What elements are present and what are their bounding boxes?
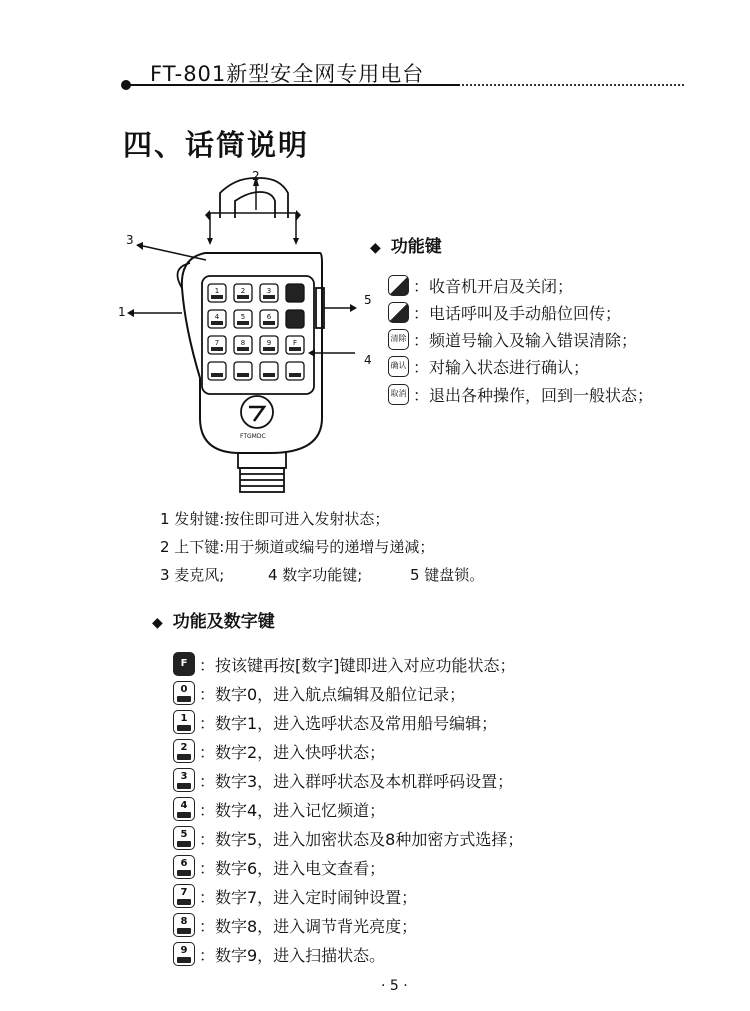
function-key-row <box>388 326 637 352</box>
keypad-key-sublabel <box>289 373 301 377</box>
number-key-icon <box>173 768 195 792</box>
number-key-sublabel <box>177 957 191 963</box>
number-key-row <box>173 853 385 881</box>
keypad-key <box>234 362 252 380</box>
number-key-row <box>173 766 513 794</box>
number-key-sublabel <box>177 754 191 760</box>
number-key-row <box>173 882 417 910</box>
function-key-description: ：退出各种操作，回到一般状态； <box>413 385 654 405</box>
number-key-icon <box>173 913 195 937</box>
function-key-icon: 确认 <box>388 356 409 377</box>
number-keys-title: ◆ 功能及数字键 <box>152 612 275 632</box>
function-key-description: ：频道号输入及输入错误清除； <box>413 330 638 350</box>
function-key-description: ：电话呼叫及手动船位回传； <box>413 303 622 323</box>
keypad-key-sublabel <box>263 295 275 299</box>
callout-2: 2 <box>252 169 260 183</box>
number-key-description: ：数字3，进入群呼状态及本机群呼码设置； <box>199 771 514 791</box>
page-number: · 5 · <box>381 978 408 994</box>
number-key-digit: 4 <box>180 799 188 811</box>
number-key-row <box>173 795 385 823</box>
number-key-digit: 9 <box>180 944 188 956</box>
number-key-sublabel <box>177 841 191 847</box>
number-key-icon <box>173 826 195 850</box>
microphone-diagram <box>110 168 380 498</box>
diamond-bullet-icon: ◆ <box>370 240 381 256</box>
number-key-icon <box>173 884 195 908</box>
number-key-sublabel <box>177 812 191 818</box>
number-key-icon <box>173 855 195 879</box>
keypad-key-sublabel <box>211 373 223 377</box>
number-key-digit: F <box>180 658 188 669</box>
number-key-row <box>173 650 516 678</box>
number-key-digit: 8 <box>180 915 188 927</box>
number-key-icon <box>173 797 195 821</box>
diamond-bullet-icon: ◆ <box>152 615 163 631</box>
number-key-row <box>173 708 497 736</box>
callout-5: 5 <box>364 293 372 307</box>
number-key-description: ：数字1，进入选呼状态及常用船号编辑； <box>199 713 498 733</box>
keypad-key-sublabel <box>237 295 249 299</box>
number-key-digit: 2 <box>180 741 188 753</box>
number-key-description: ：数字2，进入快呼状态； <box>199 742 386 762</box>
keypad-key-sublabel <box>211 295 223 299</box>
number-key-row <box>173 940 385 968</box>
keypad-key-sublabel <box>263 321 275 325</box>
keypad-key-label: 8 <box>240 339 246 347</box>
number-key-digit: 5 <box>180 828 188 840</box>
number-key-description: ：数字9，进入扫描状态。 <box>199 945 386 965</box>
keypad-key <box>286 310 304 328</box>
number-key-icon <box>173 710 195 734</box>
number-key-sublabel <box>177 899 191 905</box>
legend-line-1: 1 发射键:按住即可进入发射状态； <box>160 510 390 528</box>
function-key-icon: 清除 <box>388 329 409 350</box>
keypad-key-sublabel <box>211 347 223 351</box>
keypad-key-label: 3 <box>266 287 272 295</box>
function-key-row <box>388 381 653 407</box>
number-key-digit: 6 <box>180 857 188 869</box>
number-key-row <box>173 737 385 765</box>
keypad-key-label: 4 <box>214 313 220 321</box>
section-title: 四、话筒说明 <box>123 128 310 162</box>
number-key-sublabel <box>177 783 191 789</box>
number-key-description: ：数字0，进入航点编辑及船位记录； <box>199 684 466 704</box>
header-title: FT-801新型安全网专用电台 <box>150 62 425 86</box>
number-key-icon <box>173 942 195 966</box>
number-key-description: ：数字6，进入电文查看； <box>199 858 386 878</box>
number-key-icon <box>173 739 195 763</box>
number-key-sublabel <box>177 725 191 731</box>
number-key-sublabel <box>177 870 191 876</box>
keypad-key-sublabel <box>263 347 275 351</box>
keypad-key-sublabel <box>237 373 249 377</box>
function-key-row <box>388 299 621 325</box>
number-key-description: ：数字7，进入定时闹钟设置； <box>199 887 418 907</box>
function-key-row <box>388 353 589 379</box>
number-key-digit: 0 <box>180 683 188 695</box>
number-key-sublabel <box>177 696 191 702</box>
legend-line-2: 2 上下键:用于频道或编号的递增与递减； <box>160 538 435 556</box>
callout-1: 1 <box>118 305 126 319</box>
function-key-icon <box>388 275 409 296</box>
keypad-key-sublabel <box>237 347 249 351</box>
number-key-description: ：数字5，进入加密状态及8种加密方式选择； <box>199 829 524 849</box>
keypad-key-label: 1 <box>214 287 220 295</box>
number-key-row <box>173 824 523 852</box>
function-keys-title: ◆ 功能键 <box>370 237 442 257</box>
logo-text: FTGMDC <box>240 433 266 440</box>
number-key-description: ：按该键再按[数字]键即进入对应功能状态； <box>199 655 516 675</box>
number-key-digit: 7 <box>180 886 188 898</box>
keypad-key <box>286 362 304 380</box>
keypad-key-sublabel <box>263 373 275 377</box>
header-rule <box>125 84 460 86</box>
number-key-description: ：数字8，进入调节背光亮度； <box>199 916 418 936</box>
keypad-key <box>260 362 278 380</box>
keypad-grid <box>208 284 304 380</box>
number-key-digit: 1 <box>180 712 188 724</box>
number-key-row <box>173 679 465 707</box>
legend-line-3: 3 麦克风; 4 数字功能键; 5 键盘锁。 <box>160 566 485 584</box>
keypad-key <box>286 284 304 302</box>
keypad-key-sublabel <box>289 321 301 325</box>
keypad-key-label: 5 <box>240 313 246 321</box>
keypad-key-sublabel <box>237 321 249 325</box>
function-key-icon: 取消 <box>388 384 409 405</box>
keypad-key-label: 2 <box>240 287 246 295</box>
number-key-digit: 3 <box>180 770 188 782</box>
function-key-icon <box>388 302 409 323</box>
keypad-key-sublabel <box>289 295 301 299</box>
keypad-key-label: F <box>292 339 298 347</box>
number-key-icon <box>173 681 195 705</box>
keypad-key-label: 9 <box>266 339 272 347</box>
function-key-description: ：对输入状态进行确认； <box>413 357 590 377</box>
number-key-icon <box>173 652 195 676</box>
function-key-description: ：收音机开启及关闭； <box>413 276 574 296</box>
callout-3: 3 <box>126 233 134 247</box>
function-key-row <box>388 272 573 298</box>
keypad-key-sublabel <box>211 321 223 325</box>
callout-4: 4 <box>364 353 372 367</box>
number-key-row <box>173 911 417 939</box>
number-key-sublabel <box>177 928 191 934</box>
keypad-key-label: 6 <box>266 313 272 321</box>
keypad-key-label: 7 <box>214 339 220 347</box>
keypad-key-sublabel <box>289 347 301 351</box>
number-key-description: ：数字4，进入记忆频道； <box>199 800 386 820</box>
header-dotted-rule <box>462 84 684 86</box>
keypad-key <box>208 362 226 380</box>
